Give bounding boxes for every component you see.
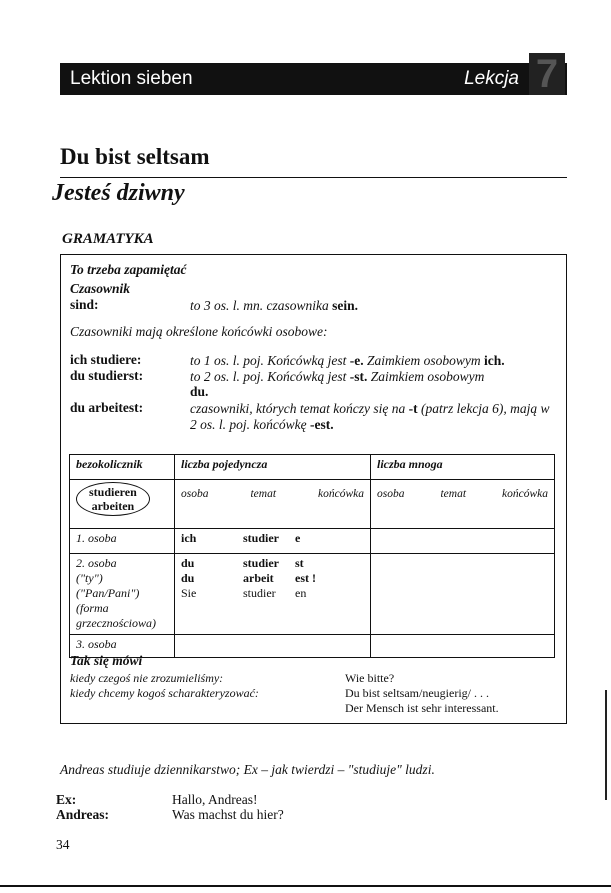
person-3-label: 3. osoba <box>70 635 175 658</box>
speaker-2: Andreas: <box>56 807 110 822</box>
person-1-forms: ich studier e <box>175 529 371 554</box>
says-right-3: Der Mensch ist sehr interessant. <box>345 701 499 715</box>
section-heading: GRAMATYKA <box>62 231 154 247</box>
speaker-1: Ex: <box>56 792 77 807</box>
line-1: Hallo, Andreas! <box>172 792 258 807</box>
row-label-2: du studierst: <box>70 368 144 383</box>
person-3-forms <box>175 635 371 658</box>
lesson-banner <box>60 52 567 96</box>
bottom-edge <box>0 885 611 887</box>
intro-line: Andreas studiuje dziennikarstwo; Ex – jak twierdzi – "studiuje" ludzi. <box>60 762 435 777</box>
sind-text: to 3 os. l. mn. czasownika sein. <box>190 298 359 313</box>
header-plural: liczba mnoga <box>371 455 555 480</box>
says-left-2: kiedy chcemy kogoś scharakteryzować: <box>70 686 259 700</box>
conjugation-table <box>69 454 555 658</box>
verb-heading: Czasownik <box>70 281 131 296</box>
header-infinitive: bezokolicznik <box>70 455 175 480</box>
row-text-3: czasowniki, których temat kończy się na -t (patrz lekcja 6), mają w 2 os. l. poj. końcówkę -est. <box>190 401 550 432</box>
row-text-2: to 2 os. l. poj. Końcówką jest -st. Zaimkiem osobowym <box>190 369 485 384</box>
says-left-1: kiedy czegoś nie zrozumieliśmy: <box>70 671 224 685</box>
plural-subheaders: osoba temat końcówka <box>371 480 555 529</box>
page-title: Du bist seltsam <box>60 144 210 169</box>
row-text-2-tail: du. <box>190 384 209 399</box>
person-3-plural <box>371 635 555 658</box>
infinitive-oval: studieren arbeiten <box>76 482 150 516</box>
banner-right: Lekcja <box>464 68 519 89</box>
endings-note: Czasowniki mają określone końcówki osobowe: <box>70 324 328 339</box>
row-label-3: du arbeitest: <box>70 400 144 415</box>
right-edge-mark <box>605 690 607 800</box>
page-subtitle: Jesteś dziwny <box>52 180 185 206</box>
remember-heading: To trzeba zapamiętać <box>70 262 187 277</box>
sind-label: sind: <box>70 297 99 312</box>
says-heading: Tak się mówi <box>70 653 143 668</box>
title-rule <box>60 177 567 178</box>
says-right-1: Wie bitte? <box>345 671 395 685</box>
header-singular: liczba pojedyncza <box>175 455 371 480</box>
person-2-plural <box>371 554 555 635</box>
banner-left: Lektion sieben <box>70 68 193 89</box>
person-2-forms: du studier st du arbeit est ! Sie studier en <box>175 554 371 635</box>
person-1-label: 1. osoba <box>70 529 175 554</box>
infinitive-oval-cell <box>70 480 175 529</box>
row-text-1: to 1 os. l. poj. Końcówką jest -e. Zaimkiem osobowym ich. <box>190 353 505 368</box>
row-label-1: ich studiere: <box>70 352 142 367</box>
person-2-label: 2. osoba ("ty") ("Pan/Pani") (forma grzecznościowa) <box>70 554 175 635</box>
says-right-2: Du bist seltsam/neugierig/ . . . <box>345 686 489 700</box>
singular-subheaders: osoba temat końcówka <box>175 480 371 529</box>
lesson-number: 7 <box>529 53 565 95</box>
line-2: Was machst du hier? <box>172 807 284 822</box>
page-number: 34 <box>56 837 70 852</box>
person-1-plural <box>371 529 555 554</box>
